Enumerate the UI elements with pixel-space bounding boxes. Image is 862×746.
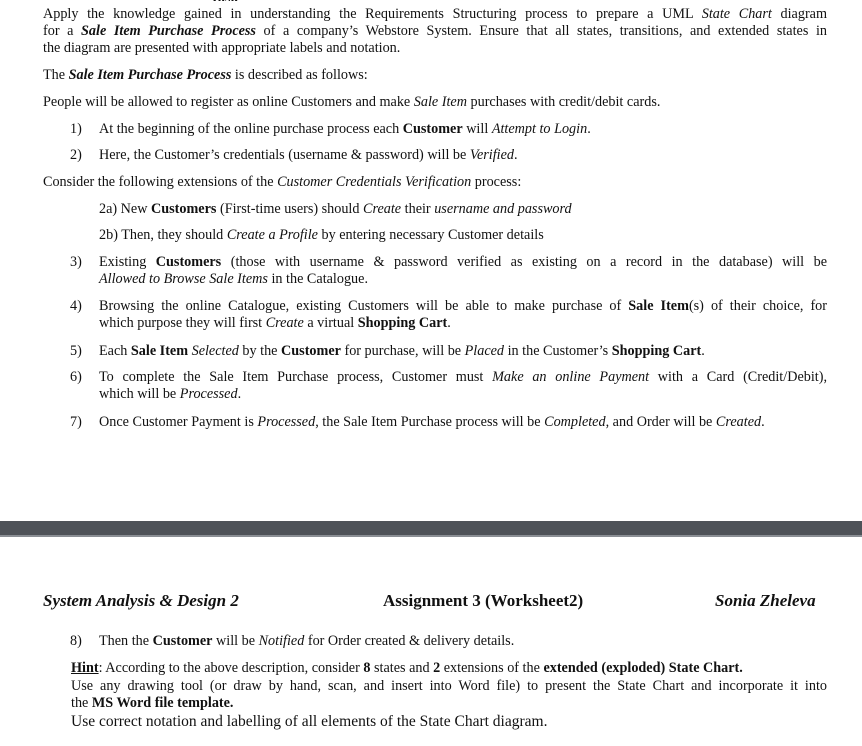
text-run: Allowed to Browse Sale Items [99,271,268,287]
text-run: Sale Item Purchase Process [68,67,232,83]
text-run: Placed [464,343,505,359]
text-run: which purpose they will first [99,315,266,331]
text-run: . [761,414,765,430]
text-run: Customers [155,254,222,270]
text-run: Customer [281,343,341,359]
text-run: Then the [99,633,153,649]
text-run: Create a Profile [226,227,318,243]
text-run: . [237,386,242,402]
item-5-number: 5) [70,343,82,359]
text-run: : According to the above description, consider [98,660,364,676]
item-1-number: 1) [70,121,82,137]
text-run: Sale Item [413,94,467,110]
intro-line-2 [43,23,827,40]
text-run: in the Customer’s [504,343,612,359]
text-run: their [401,201,435,217]
item-4-number: 4) [70,298,82,314]
text-run: At the beginning of the online purchase process each [99,121,403,137]
item-6-number: 6) [70,369,82,385]
text-run: Customer [402,121,463,137]
text-run: (those with username & password verified as existing on a record in the database) will be [221,254,827,270]
process-description-heading [43,67,368,84]
text-run: MS Word file template. [91,695,234,711]
item-5-text [99,343,705,360]
text-run: . [587,121,591,137]
text-run: Processed [257,414,316,430]
text-run: which will be [99,386,180,402]
text-run: with a Card (Credit/Debit), [649,369,827,385]
hint-line-4 [71,712,547,731]
text-run: People will be allowed to register as online Customers and make [43,94,414,110]
text-run: Create [363,201,402,217]
text-run: . [514,147,518,163]
item-7-number: 7) [70,414,82,430]
truncated-task-heading [210,0,250,1]
item-2-number: 2) [70,147,82,163]
text-run: Hint [71,660,99,676]
text-run: Here, the Customer’s credentials (username & password) will be [99,147,470,163]
item-4-line-2 [99,315,451,332]
text-run: , and Order will be [605,414,716,430]
text-run: Sale Item [628,298,689,314]
consider-extensions-paragraph [43,174,521,191]
text-run: Use any drawing tool (or draw by hand, scan, and insert into Word file) to present the State Chart and incorporate it into [71,678,827,694]
item-3-line-2 [99,271,368,288]
item-8-text [99,633,514,650]
text-run: Customers [151,201,217,217]
text-run: Consider the following extensions of the [43,174,278,190]
text-run: 2a) New [99,201,151,217]
item-4-line-1 [99,298,827,315]
text-run: Shopping Cart [357,315,448,331]
text-run: extensions of the [440,660,544,676]
text-run: Existing [99,254,156,270]
text-run: by the [238,343,282,359]
item-3-number: 3) [70,254,82,270]
hint-line-1 [71,660,743,677]
text-run: the [71,695,92,711]
hint-line-3 [71,695,233,712]
text-run: Sale Item Purchase Process [81,23,256,39]
text-run: will [462,121,492,137]
text-run: (First-time users) should [216,201,364,217]
text-run: Created [715,414,762,430]
item-7-text [99,414,765,431]
item-1-text [99,121,591,138]
intro-line-3 [43,40,400,57]
item-3-line-1 [99,254,827,271]
text-run: State Chart [701,6,772,22]
item-2-text [99,147,518,164]
text-run: by entering necessary Customer details [317,227,544,243]
item-6-line-2 [99,386,241,403]
people-paragraph [43,94,660,111]
text-run: process: [471,174,522,190]
item-8-number: 8) [70,633,82,649]
text-run: Selected [191,343,239,359]
text-run: Verified [469,147,515,163]
text-run: states and [370,660,434,676]
text-run: Customer [152,633,213,649]
text-run: Use correct notation and labelling of all elements of the State Chart diagram. [71,713,548,730]
text-run: of a company’s Webstore System. Ensure that all states, transitions, and extended states in [255,23,828,39]
course-title: System Analysis & Design 2 [43,591,239,610]
text-run: (s) of their choice, for [688,298,828,314]
text-run: Make an online Payment [492,369,650,385]
text-run: Apply the knowledge gained in understanding the Requirements Structuring process to prepare a UML [43,6,702,22]
text-run: To complete the Sale Item Purchase process, Customer must [99,369,493,385]
text-run: . [701,343,705,359]
text-run: Processed [179,386,238,402]
text-run: Completed [544,414,606,430]
text-run: username and password [434,201,572,217]
intro-line-1 [43,6,827,23]
text-run: in the Catalogue. [267,271,368,287]
author-name: Sonia Zheleva [715,591,816,610]
item-2a-text [99,201,572,218]
text-run: Each [99,343,131,359]
text-run: diagram [771,6,828,22]
text-run: the diagram are presented with appropriate labels and notation. [43,40,401,56]
text-run: Sale Item [130,343,189,359]
text-run: for a [43,23,82,39]
page-break-divider [0,521,862,537]
hint-line-2 [71,678,827,695]
item-6-line-1 [99,369,827,386]
text-run: , the Sale Item Purchase process will be [315,414,545,430]
text-run: a virtual [303,315,358,331]
text-run: for purchase, will be [340,343,465,359]
text-run: 8 [363,660,371,676]
text-run: Customer Credentials Verification [277,174,472,190]
item-2b-text [99,227,544,244]
text-run: purchases with credit/debit cards. [466,94,661,110]
text-run: The [43,67,69,83]
text-run: Once Customer Payment is [99,414,258,430]
text-run: Attempt to Login [491,121,588,137]
text-run: is described as follows: [231,67,368,83]
text-run: Create [265,315,304,331]
text-run: Browsing the online Catalogue, existing Customers will be able to make purchase of [99,298,629,314]
text-run: will be [212,633,259,649]
text-run: . [447,315,451,331]
text-run: 2b) Then, they should [99,227,227,243]
text-run: for Order created & delivery details. [304,633,515,649]
text-run: 2 [433,660,441,676]
text-run: Shopping Cart [611,343,702,359]
assignment-title: Assignment 3 (Worksheet2) [383,591,584,610]
text-run: extended (exploded) State Chart. [543,660,743,676]
text-run: Notified [258,633,305,649]
